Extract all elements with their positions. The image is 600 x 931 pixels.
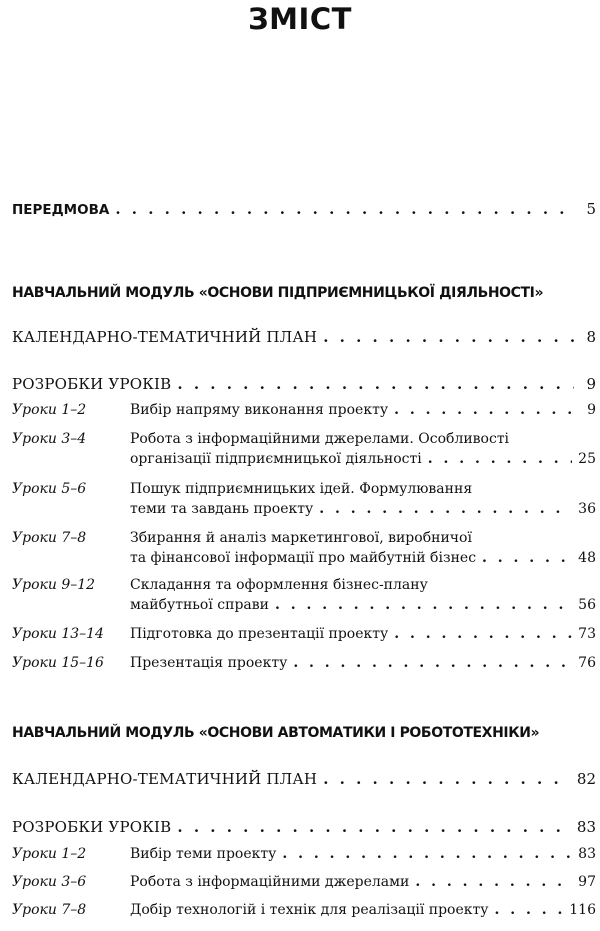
dot-leader [115,200,574,218]
dot-leader [177,818,571,836]
lesson-label: Уроки 1–2 [12,846,87,862]
lesson-label: Уроки 3–4 [12,431,87,447]
dot-leader [323,770,571,788]
dot-leader [282,846,572,862]
page-number: 56 [578,597,596,613]
module-heading: НАВЧАЛЬНИЙ МОДУЛЬ «ОСНОВИ АВТОМАТИКИ І РОБОТОТЕХНІКИ» [12,725,540,741]
page-number: 48 [578,550,596,566]
lesson-title-cont: організації підприємницької діяльності [130,451,422,467]
plan-label: КАЛЕНДАРНО-ТЕМАТИЧНИЙ ПЛАН [12,328,318,346]
lesson-title: Добір технологій і технік для реалізації проекту [130,902,489,918]
lesson-label: Уроки 1–2 [12,402,87,418]
lesson-title: Підготовка до презентації проекту [130,626,389,642]
toc-entry-preface[interactable] [12,200,596,218]
toc-entry-plan[interactable] [12,770,596,788]
lesson-label: Уроки 15–16 [12,655,104,671]
dot-leader [415,874,572,890]
page-number: 76 [578,655,596,671]
toc-entry-lessons-section[interactable] [12,818,596,836]
lesson-title: Вибір теми проекту [130,846,277,862]
page-number: 83 [576,818,596,836]
lesson-title: Презентація проекту [130,655,288,671]
lesson-title: Робота з інформаційними джерелами. Особливості [130,431,510,447]
page-title: ЗМІСТ [248,2,352,36]
dot-leader [482,550,572,566]
lesson-label: Уроки 9–12 [12,577,96,593]
toc-entry-lessons-section[interactable] [12,375,596,393]
lesson-title-cont: теми та завдань проекту [130,501,314,517]
lesson-title: Вибір напряму виконання проекту [130,402,389,418]
plan-label: КАЛЕНДАРНО-ТЕМАТИЧНИЙ ПЛАН [12,770,318,788]
lesson-label: Уроки 5–6 [12,481,87,497]
dot-leader [177,375,574,393]
dot-leader [494,902,563,918]
toc-entry-plan[interactable] [12,328,596,346]
dot-leader [394,402,574,418]
page-number: 36 [578,501,596,517]
page-number: 9 [587,402,596,418]
lesson-title: Збирання й аналіз маркетингової, виробничої [130,530,472,546]
dot-leader [428,451,572,467]
dot-leader [275,597,572,613]
dot-leader [293,655,572,671]
page-number: 73 [578,626,596,642]
page-number: 9 [586,375,596,393]
page-number: 97 [578,874,596,890]
page-number: 83 [578,846,596,862]
dot-leader [319,501,572,517]
lesson-title: Робота з інформаційними джерелами [130,874,410,890]
lesson-title: Пошук підприємницьких ідей. Формулювання [130,481,473,497]
page-number: 25 [578,451,596,467]
module-heading: НАВЧАЛЬНИЙ МОДУЛЬ «ОСНОВИ ПІДПРИЄМНИЦЬКОЇ ДІЯЛЬНОСТІ» [12,285,544,301]
lesson-label: Уроки 13–14 [12,626,104,642]
lesson-title-cont: майбутньої справи [130,597,269,613]
lessons-section-label: РОЗРОБКИ УРОКІВ [12,375,172,393]
lesson-title-cont: та фінансової інформації про майбутній бізнес [130,550,477,566]
preface-label: ПЕРЕДМОВА [12,202,110,218]
lesson-label: Уроки 7–8 [12,902,87,918]
dot-leader [323,328,574,346]
lessons-section-label: РОЗРОБКИ УРОКІВ [12,818,172,836]
page-number: 8 [586,328,596,346]
lesson-title: Складання та оформлення бізнес-плану [130,577,428,593]
lesson-label: Уроки 7–8 [12,530,87,546]
dot-leader [394,626,572,642]
page-number: 82 [576,770,596,788]
lesson-label: Уроки 3–6 [12,874,87,890]
page-number: 116 [569,902,596,918]
page-number: 5 [586,200,596,218]
